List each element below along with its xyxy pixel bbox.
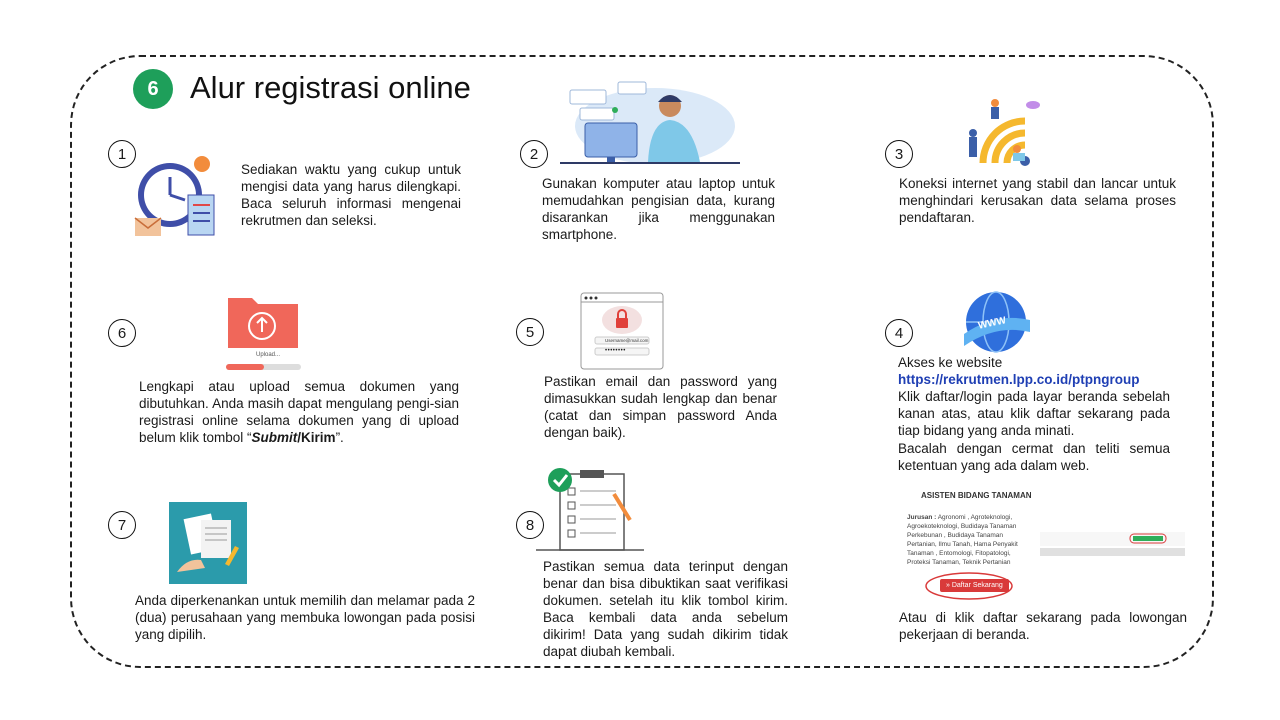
- computer-user-illustration: [560, 78, 740, 166]
- step-7-text: Anda diperkenankan untuk memilih dan melamar pada 2 (dua) perusahaan yang membuka lowongan pada posisi yang dipilih.: [135, 593, 475, 642]
- step-4-text-b: Klik daftar/login pada layar beranda sebelah kanan atas, atau klik daftar sekarang pada tiap bidang yang anda minati.: [898, 389, 1170, 438]
- clock-illustration: [130, 150, 220, 245]
- step-2-text: Gunakan komputer atau laptop untuk memudahkan pengisian data, kurang disarankan jika menggunakan smartphone.: [542, 176, 775, 242]
- documents-illustration: [169, 502, 247, 584]
- step-7-number: 7: [108, 511, 136, 539]
- job-title: ASISTEN BIDANG TANAMAN: [921, 491, 1032, 500]
- step-3-number: 3: [885, 140, 913, 168]
- step-1-number: 1: [108, 140, 136, 168]
- step-6-text: Lengkapi atau upload semua dokumen yang dibutuhkan. Anda masih dapat mengulang pengi-sian registrasi online selama dokumen yang di upload belum klik tombol “Submit/Kirim”.: [139, 379, 459, 445]
- section-number-badge: 6: [133, 69, 173, 109]
- page-title: Alur registrasi online: [190, 70, 471, 105]
- step-8-text: Pastikan semua data terinput dengan benar dan bisa dibuktikan saat verifikasi dokumen. setelah itu klik tombol kirim. Baca kembali data anda sebelum dikirim! Data yang sudah dikirim tidak dapat diubah kembali.: [543, 559, 788, 659]
- step-6-number: 6: [108, 319, 136, 347]
- upload-label: Upload...: [256, 352, 281, 358]
- login-window-illustration: [580, 292, 664, 370]
- step-5-text: Pastikan email dan password yang dimasukkan sudah lengkap dan benar (catat dan simpan password Anda dengan baik).: [544, 374, 777, 440]
- password-field: ••••••••: [605, 348, 626, 354]
- step-5-number: 5: [516, 318, 544, 346]
- step-4-text-d: Atau di klik daftar sekarang pada lowongan pekerjaan di beranda.: [899, 610, 1187, 642]
- step-3-text: Koneksi internet yang stabil dan lancar untuk menghindari kerusakan data selama proses pendaftaran.: [899, 176, 1176, 225]
- homepage-screenshot: [1040, 524, 1185, 556]
- step-4-text-a: Akses ke website: [898, 355, 1003, 370]
- step-4-number: 4: [885, 319, 913, 347]
- upload-folder-illustration: [222, 290, 306, 374]
- step-1-text: Sediakan waktu yang cukup untuk mengisi data yang harus dilengkapi. Baca seluruh informasi mengenai rekrutmen dan seleksi.: [241, 162, 461, 228]
- step-4-text-c: Bacalah dengan cermat dan teliti semua ketentuan yang ada dalam web.: [898, 441, 1170, 473]
- username-field: Username@mail.com: [605, 338, 649, 343]
- www-label: WWW: [977, 315, 1008, 332]
- step-2-number: 2: [520, 140, 548, 168]
- button-highlight-circle: [924, 571, 1014, 601]
- job-jurusan: Jurusan : Agronomi , Agroteknologi, Agroekoteknologi, Budidaya Tanaman Perkebunan , Budidaya Tanaman Pertanian, Ilmu Tanah, Hama Penyakit Tanaman , Entomologi, Fitopatologi, Proteksi Tanaman, Teknik Pertanian: [907, 514, 1018, 566]
- checklist-illustration: [536, 464, 644, 552]
- website-link[interactable]: https://rekrutmen.lpp.co.id/ptpngroup: [898, 372, 1140, 387]
- wifi-people-illustration: [955, 93, 1050, 168]
- daftar-sekarang-button[interactable]: » Daftar Sekarang: [940, 579, 1009, 592]
- step-8-number: 8: [516, 511, 544, 539]
